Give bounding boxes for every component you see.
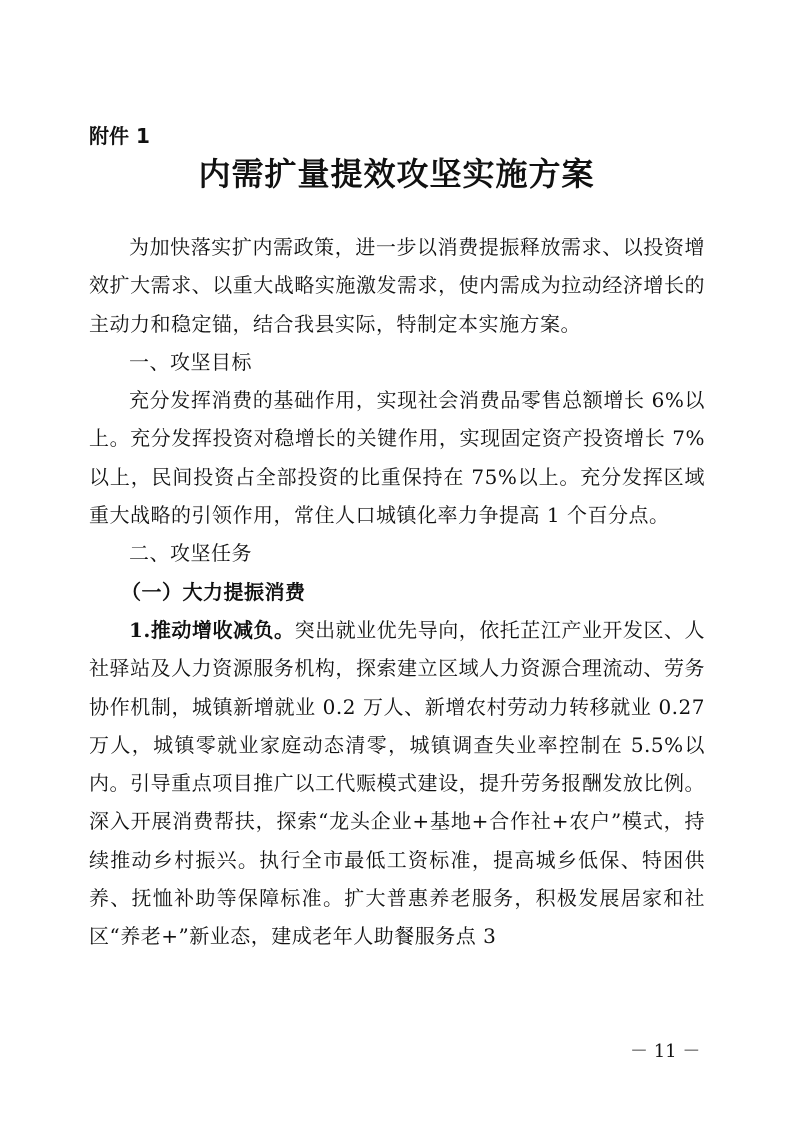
goals-paragraph: 充分发挥消费的基础作用，实现社会消费品零售总额增长 6%以上。充分发挥投资对稳增长的关键作用，实现固定资产投资增长 7%以上，民间投资占全部投资的比重保持在 75%以上。充分发挥区域重大战略的引领作用，常住人口城镇化率力争提高 1 个百分点。 [89, 388, 705, 528]
document-body [89, 228, 705, 956]
task-item-paragraph [89, 611, 705, 956]
section-heading-tasks: 二、攻坚任务 [129, 541, 252, 566]
task-item-text: 突出就业优先导向，依托芷江产业开发区、人社驿站及人力资源服务机构，探索建立区域人力资源合理流动、劳务协作机制，城镇新增就业 0.2 万人、新增农村劳动力转移就业 0.27 万人，城镇零就业家庭动态清零，城镇调查失业率控制在 5.5%以内。引导重点项目推广以工代赈模式建设，提升劳务报酬发放比例。深入开展消费帮扶，探索“龙头企业+基地+合作社+农户”模式，持续推动乡村振兴。执行全市最低工资标准，提高城乡低保、特困供养、抚恤补助等保障标准。扩大普惠养老服务，积极发展居家和社区“养老+”新业态，建成老年人助餐服务点 3 [89, 617, 705, 949]
intro-paragraph: 为加快落实扩内需政策，进一步以消费提振释放需求、以投资增效扩大需求、以重大战略实施激发需求，使内需成为拉动经济增长的主动力和稳定锚，结合我县实际，特制定本实施方案。 [89, 235, 705, 336]
document-title: 内需扩量提效攻坚实施方案 [198, 155, 595, 193]
subsection-heading-consumption: （一）大力提振消费 [121, 579, 306, 604]
section-heading-goals: 一、攻坚目标 [129, 349, 252, 374]
task-item-lead: 1.推动增收减负。 [129, 617, 295, 642]
attachment-label: 附件 1 [89, 124, 150, 148]
page-number: － 11 － [630, 1041, 701, 1062]
